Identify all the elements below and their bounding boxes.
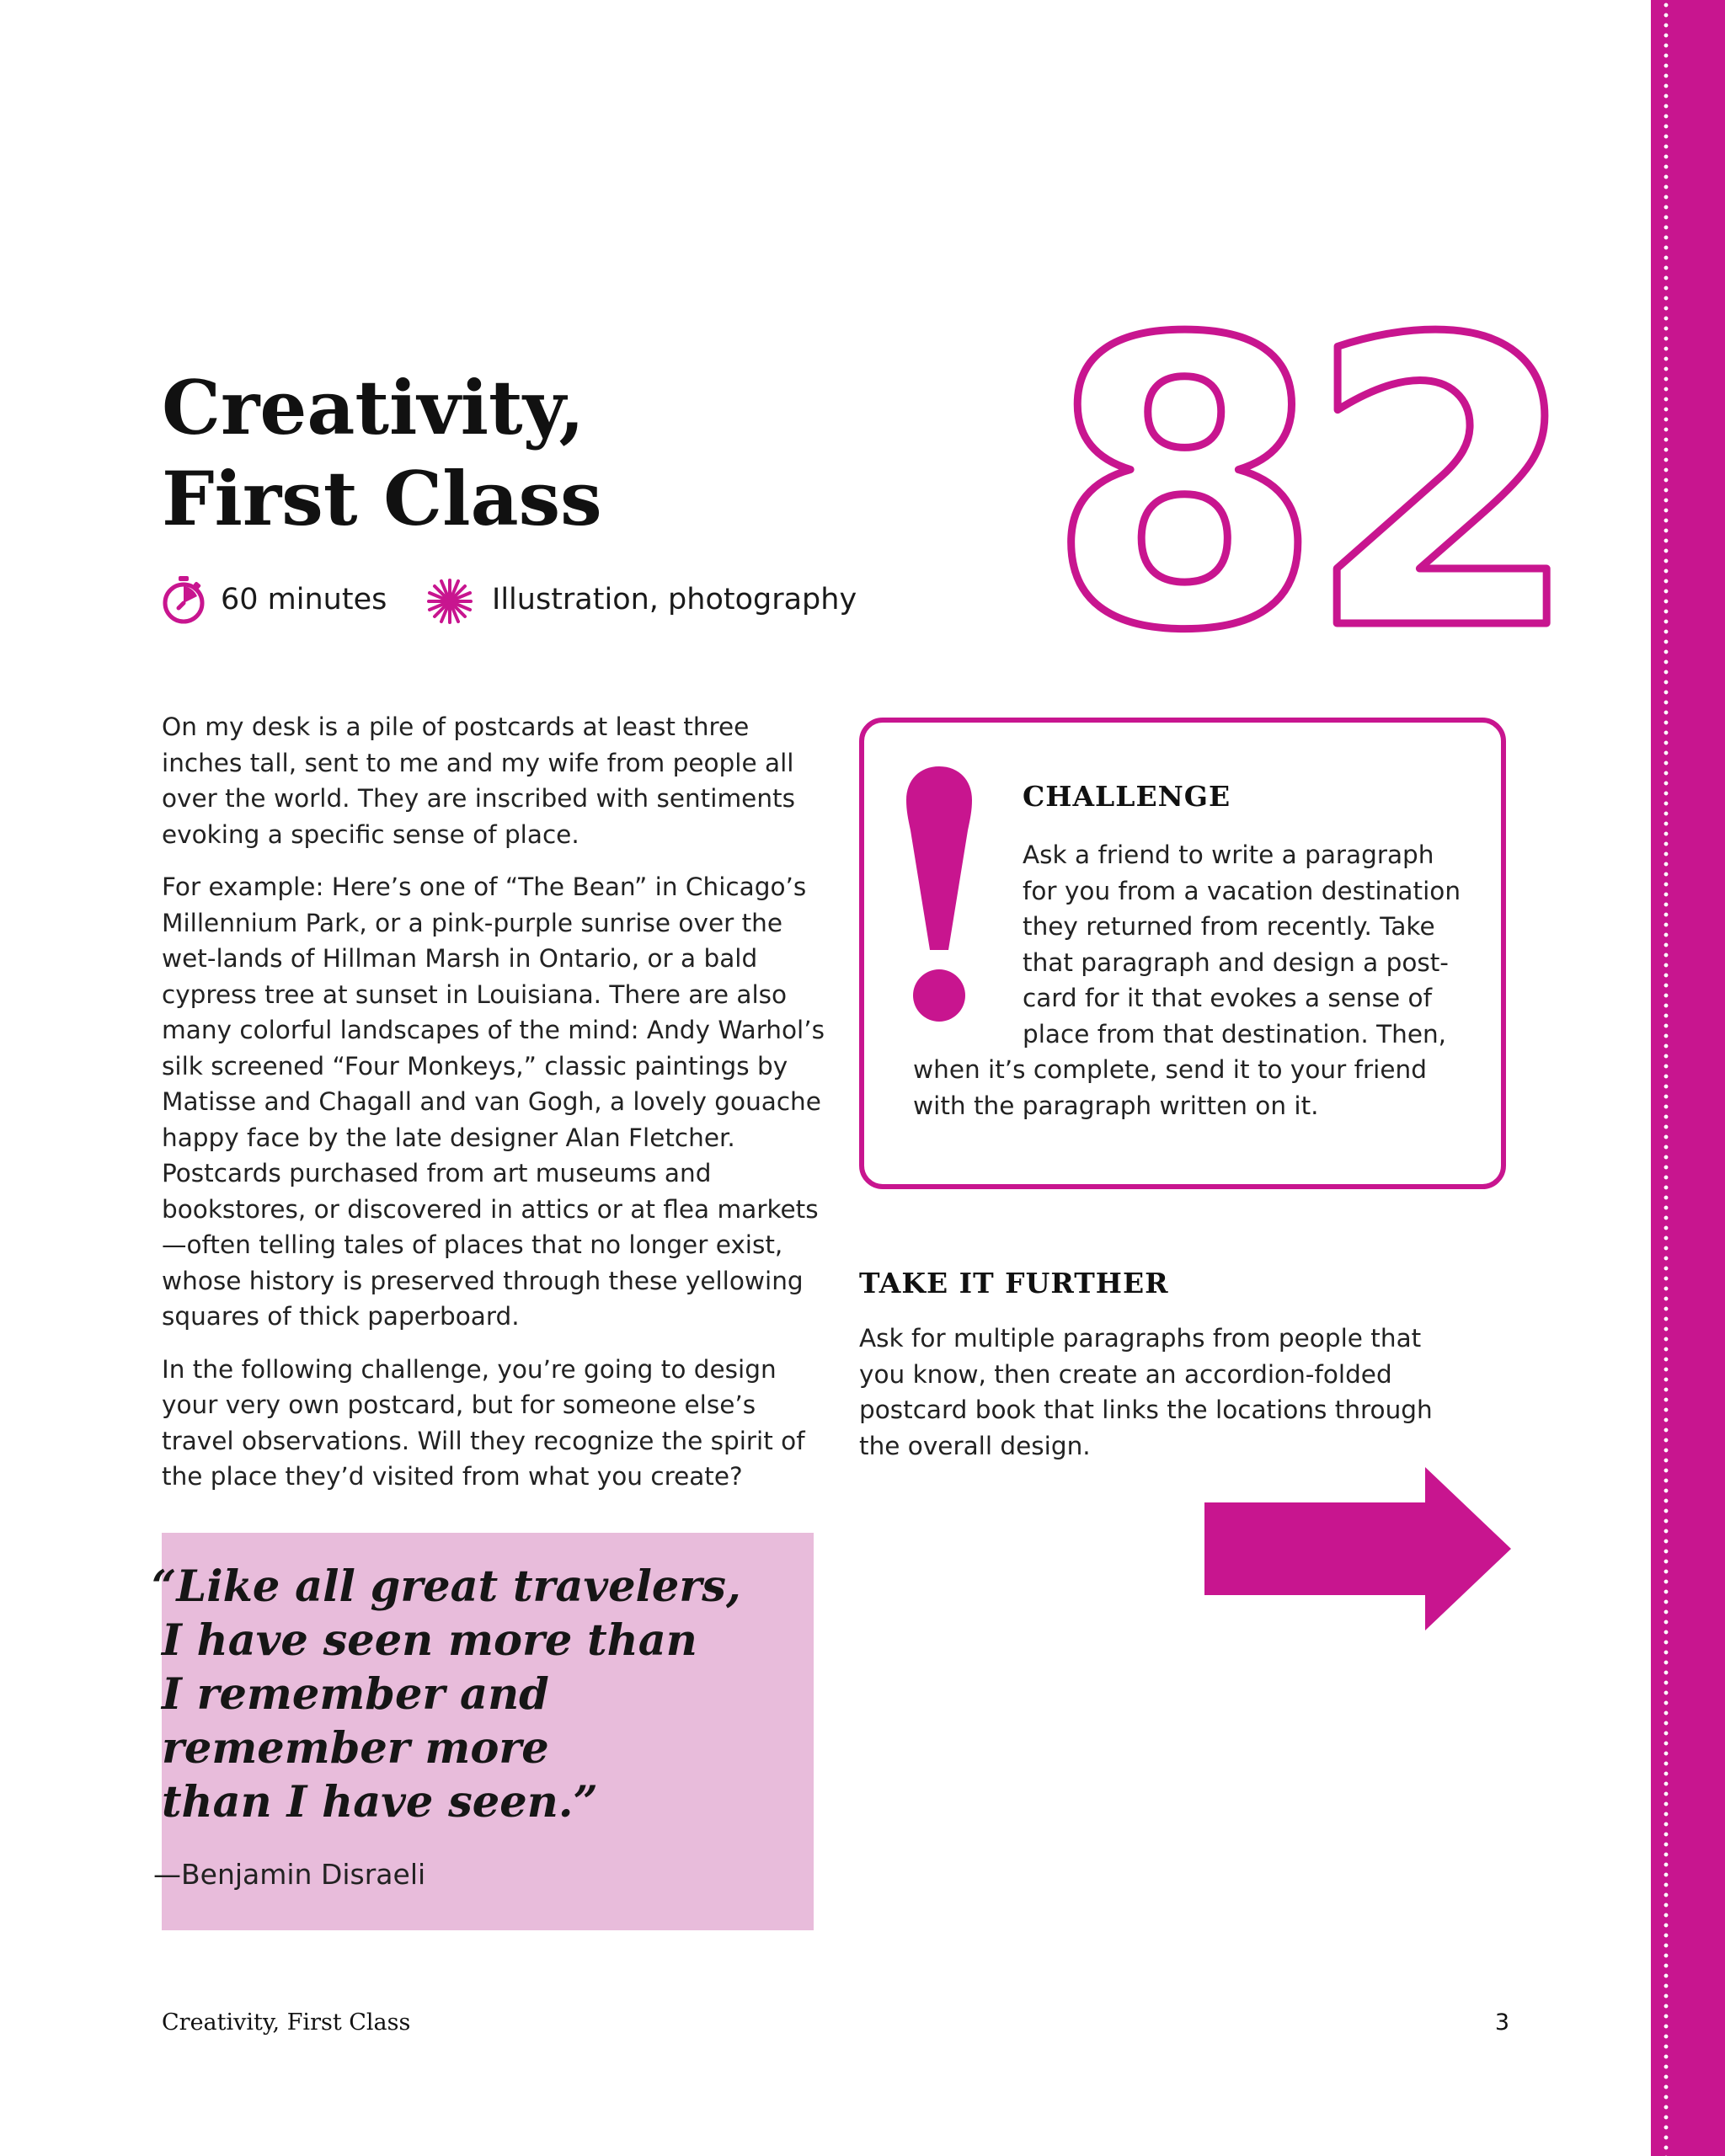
stopwatch-icon xyxy=(160,574,207,625)
quote-line: I have seen more than xyxy=(162,1615,697,1666)
quote-author: —Benjamin Disraeli xyxy=(153,1858,426,1891)
side-strip-dots xyxy=(1664,0,1669,2156)
challenge-number-text: 82 xyxy=(1046,256,1565,717)
challenge-line: when it’s complete, send it to your friend xyxy=(913,1055,1427,1084)
take-it-further-heading: TAKE IT FURTHER xyxy=(859,1267,1169,1299)
body-text xyxy=(162,709,827,1512)
arrow-right-icon xyxy=(1204,1467,1511,1630)
body-paragraph-2: For example: Here’s one of “The Bean” in Chicago’s Millennium Park, or a pink-purple sunrise over the wet-lands of Hillman Marsh in Ontario, or a bald cypress tree at sunset in Louisiana. There are also many colorful landscapes of the mind: Andy Warhol’s silk screened “Four Monkeys,” classic paintings by Matisse and Chagall and van Gogh, a lovely gouache happy face by the late designer Alan Fletcher. Postcards purchased from art museums and bookstores, or discovered in attics or at flea markets—often telling tales of places that no longer exist, whose history is preserved through these yellowing squares of thick paperboard. xyxy=(162,873,825,1331)
asterisk-burst-icon xyxy=(426,578,473,625)
quote-line: I remember and xyxy=(162,1669,549,1720)
quote-line: “Like all great travelers, xyxy=(152,1561,741,1612)
page-title-line1: Creativity, xyxy=(162,364,585,451)
body-paragraph-1: On my desk is a pile of postcards at least three inches tall, sent to me and my wife from people all over the world. They are inscribed with sentiments evoking a specific sense of place. xyxy=(162,712,795,849)
time-estimate: 60 minutes xyxy=(221,583,387,616)
challenge-line: they returned from recently. Take xyxy=(1023,912,1435,941)
challenge-number xyxy=(1046,256,1565,717)
challenge-line: place from that destination. Then, xyxy=(1023,1019,1447,1049)
challenge-line: for you from a vacation destination xyxy=(1023,876,1461,905)
challenge-line: that paragraph and design a post- xyxy=(1023,947,1449,977)
footer-title: Creativity, First Class xyxy=(162,2009,411,2036)
side-strip xyxy=(1651,0,1725,2156)
challenge-line: with the paragraph written on it. xyxy=(913,1091,1319,1120)
page-title xyxy=(162,362,920,544)
challenge-heading: CHALLENGE xyxy=(1023,780,1231,813)
page-title-line2: First Class xyxy=(162,455,602,542)
skill-tags: Illustration, photography xyxy=(492,583,857,616)
body-paragraph-3: In the following challenge, you’re going to design your very own postcard, but for someone else’s travel observations. Will they recognize the spirit of the place they’d visited from what you create? xyxy=(162,1354,805,1491)
challenge-text xyxy=(913,837,1486,1123)
pull-quote xyxy=(152,1560,876,1829)
quote-line: remember more xyxy=(162,1723,549,1774)
quote-line: than I have seen.” xyxy=(162,1777,598,1828)
take-it-further-text: Ask for multiple paragraphs from people that you know, then create an accordion-folded postcard book that links the locations through the overall design. xyxy=(859,1324,1433,1460)
page-number: 3 xyxy=(1494,2009,1509,2036)
challenge-line: card for it that evokes a sense of xyxy=(1023,984,1432,1012)
challenge-line: Ask a friend to write a paragraph xyxy=(1023,841,1434,869)
